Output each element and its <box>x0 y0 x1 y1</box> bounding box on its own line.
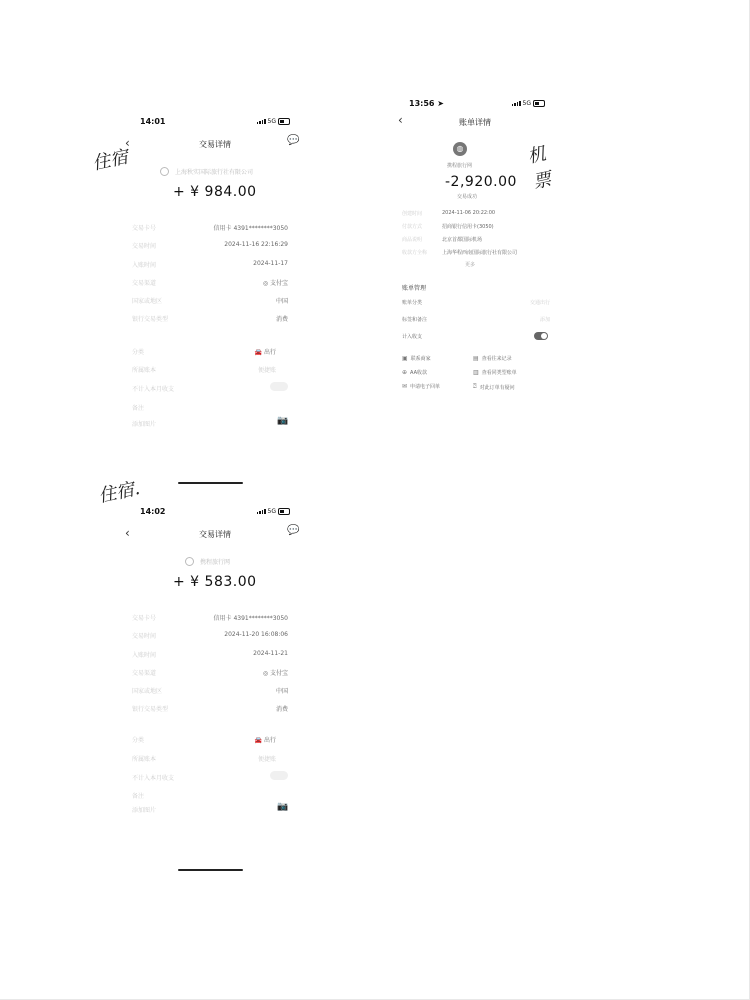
status-signal <box>257 508 290 515</box>
signal-icon <box>512 101 521 106</box>
manage-row: 计入收支 <box>402 334 423 340</box>
signal-icon <box>257 509 266 514</box>
back-icon[interactable]: ‹ <box>125 526 130 540</box>
action-split[interactable]: ⊕ AA收款 <box>402 369 428 376</box>
ledger-row[interactable]: 所属账本 便捷账 <box>132 756 276 763</box>
home-indicator <box>178 482 243 484</box>
detail-row: 商品说明 北京首都国际机场 <box>402 237 483 243</box>
photo-row[interactable]: 添加图片 <box>132 421 157 428</box>
camera-icon[interactable]: 📷 <box>277 416 289 426</box>
status-signal <box>512 100 545 107</box>
screenshot-1 <box>90 110 300 440</box>
detail-row: 交易渠道 ◎ 支付宝 <box>132 670 288 677</box>
alipay-icon: ◎ <box>262 280 270 287</box>
detail-row: 交易渠道 ◎ 支付宝 <box>132 280 288 287</box>
chat-icon[interactable]: 💬 <box>287 525 300 536</box>
action-question[interactable]: ⍰ 对此订单有疑问 <box>473 383 515 391</box>
screenshot-3 <box>120 500 300 830</box>
screenshot-2 <box>395 95 565 405</box>
action-contact[interactable]: ▣ 联系商家 <box>402 355 431 362</box>
status-text: 交易成功 <box>457 194 478 200</box>
detail-row: 付款方式 招商银行信用卡(3050) <box>402 224 494 230</box>
handwritten-note: 住宿. <box>96 477 142 508</box>
action-record[interactable]: ▤ 查看往来记录 <box>473 355 512 362</box>
detail-row: 银行交易类型 消费 <box>132 316 288 323</box>
detail-row: 国家或地区 中国 <box>132 688 288 695</box>
include-toggle[interactable] <box>534 332 548 340</box>
network-label: 5G <box>267 508 276 515</box>
signal-icon <box>257 119 266 124</box>
battery-icon <box>278 118 290 125</box>
detail-row: 银行交易类型 消费 <box>132 706 288 713</box>
page-title: 交易详情 <box>199 140 231 149</box>
handwritten-note: 机票 <box>525 143 554 194</box>
page-title: 交易详情 <box>199 530 231 539</box>
contact-icon: ▣ <box>402 355 408 362</box>
merchant-logo-icon <box>160 167 169 176</box>
status-time: 14:02 <box>140 507 166 516</box>
photo-row[interactable]: 添加图片 <box>132 807 157 814</box>
amount: + ¥ 984.00 <box>173 184 257 200</box>
location-icon: ➤ <box>437 99 444 108</box>
alipay-icon: ◎ <box>262 670 270 677</box>
camera-icon[interactable]: 📷 <box>277 802 289 812</box>
amount: -2,920.00 <box>445 174 517 190</box>
detail-row: 国家或地区 中国 <box>132 298 288 305</box>
car-icon: 🚘 <box>254 349 264 356</box>
detail-row: 入账时间 2024-11-21 <box>132 650 288 659</box>
ledger-row[interactable]: 所属账本 便捷账 <box>132 367 276 374</box>
detail-row: 交易卡号 信用卡 4391********3050 <box>132 615 288 622</box>
exclude-row: 不计入本月收支 <box>132 775 175 782</box>
status-signal <box>257 118 290 125</box>
chat-icon[interactable]: 💬 <box>287 135 300 146</box>
category-row[interactable]: 分类 🚘 出行 <box>132 737 276 744</box>
action-similar[interactable]: ▥ 查看同类型账单 <box>473 369 517 376</box>
battery-icon <box>533 100 545 107</box>
handwritten-note: 住宿 <box>90 146 131 175</box>
detail-row: 交易时间 2024-11-20 16:08:06 <box>132 631 288 640</box>
detail-row: 收款方全称 上海华程西南国际旅行社有限公司 <box>402 250 518 256</box>
note-row[interactable]: 备注 <box>132 793 145 800</box>
merchant-name: 携程旅行网 <box>185 557 230 566</box>
action-receipt[interactable]: ✉ 申请电子回单 <box>402 383 441 390</box>
status-time: 13:56 ➤ <box>409 99 444 108</box>
back-icon[interactable]: ‹ <box>125 136 130 150</box>
page-title: 账单详情 <box>459 118 491 127</box>
manage-title: 账单管理 <box>402 285 427 292</box>
detail-row: 创建时间 2024-11-06 20:22:00 <box>402 210 496 217</box>
similar-icon: ▥ <box>473 369 479 376</box>
amount: + ¥ 583.00 <box>173 574 257 590</box>
car-icon: 🚘 <box>254 737 264 744</box>
detail-row: 入账时间 2024-11-17 <box>132 260 288 269</box>
category-row[interactable]: 分类 🚘 出行 <box>132 349 276 356</box>
detail-row: 交易时间 2024-11-16 22:16:29 <box>132 241 288 250</box>
detail-row: 交易卡号 信用卡 4391********3050 <box>132 225 288 232</box>
back-icon[interactable]: ‹ <box>398 113 403 127</box>
network-label: 5G <box>267 118 276 125</box>
question-icon: ⍰ <box>473 383 477 390</box>
merchant-logo-icon <box>185 557 194 566</box>
note-row[interactable]: 备注 <box>132 405 145 412</box>
merchant-logo-icon: ◍ <box>453 142 467 156</box>
record-icon: ▤ <box>473 355 479 362</box>
merchant-name: 携程旅行网 <box>447 163 473 169</box>
manage-row[interactable]: 标签和备注 添加 <box>402 317 550 323</box>
receipt-icon: ✉ <box>402 383 408 390</box>
split-icon: ⊕ <box>402 369 408 376</box>
exclude-row: 不计入本月收支 <box>132 386 175 393</box>
home-indicator <box>178 869 243 871</box>
status-time: 14:01 <box>140 117 166 126</box>
exclude-toggle[interactable] <box>270 771 288 780</box>
merchant-name: 上海秋实国际旅行社有限公司 <box>160 167 253 176</box>
exclude-toggle[interactable] <box>270 382 288 391</box>
manage-row[interactable]: 账单分类 交通出行 <box>402 300 550 306</box>
battery-icon <box>278 508 290 515</box>
network-label: 5G <box>522 100 531 107</box>
more-link[interactable]: 更多 <box>465 262 476 268</box>
